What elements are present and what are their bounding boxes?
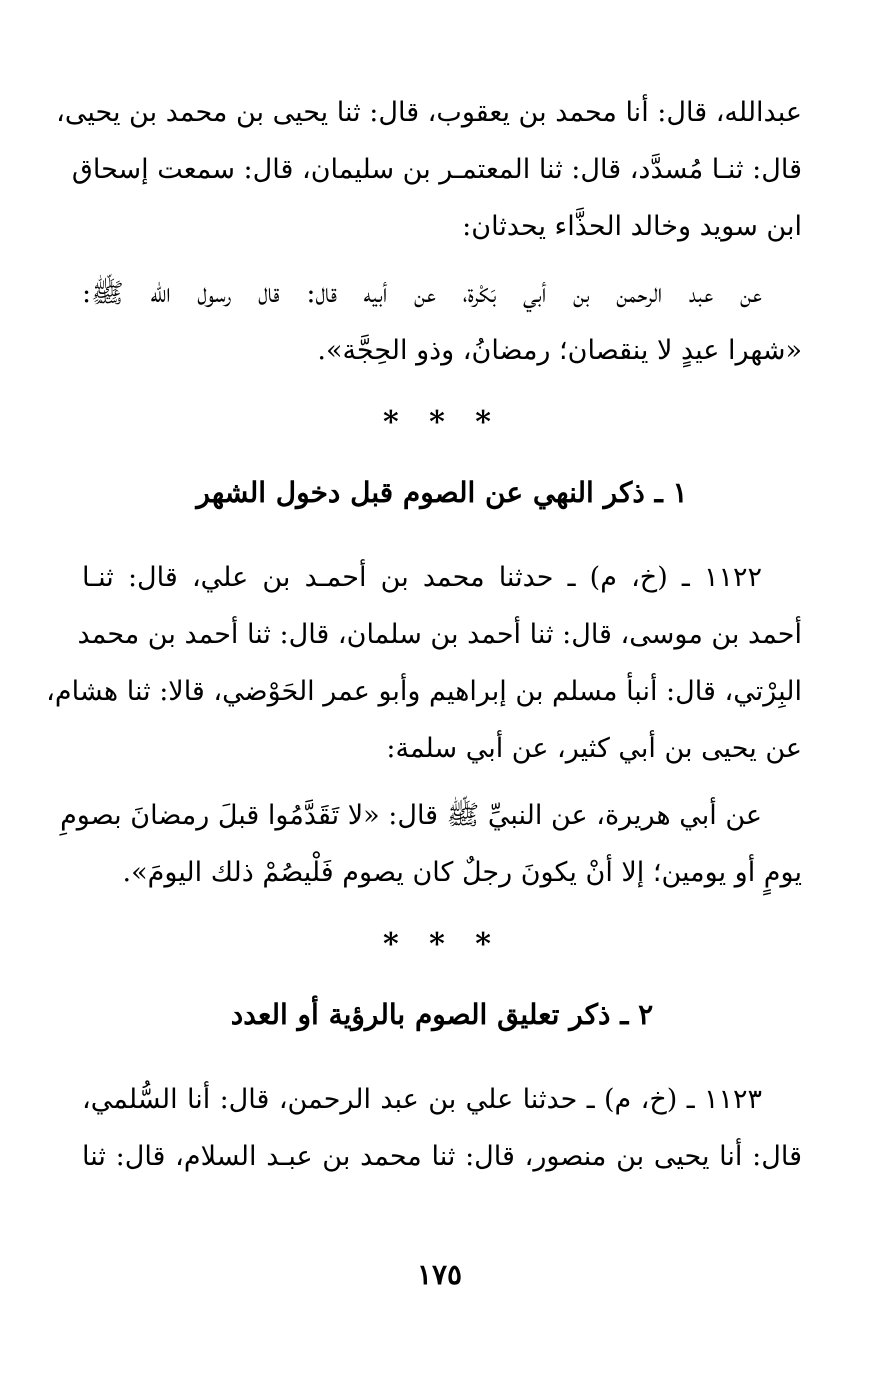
text-line: ١١٢٢ ـ (خ، م) ـ حدثنا محمد بن أحمـد بن علي، قال: ثنـا	[82, 562, 762, 593]
text-line: «شهرا عيدٍ لا ينقصان؛ رمضانُ، وذو الحِجَّة».	[317, 335, 802, 366]
paragraph-isnad-1122	[46, 549, 802, 777]
paragraph-hadith-1122	[60, 787, 802, 901]
book-page	[46, 84, 802, 1185]
page-number: ١٧٥	[416, 1258, 463, 1291]
paragraph-isnad-1123	[82, 1071, 802, 1185]
text-line: عن يحيى بن أبي كثير، عن أبي سلمة:	[386, 733, 802, 764]
text-line: عن عبد الرحمن بن أبي بَكْرة، عن أبيه قال: قال رسول الله ﷺ:	[82, 278, 762, 309]
text-line: عبدالله، قال: أنا محمد بن يعقوب، قال: ثنا يحيى بن محمد بن يحيى،	[56, 97, 802, 128]
text-line: البِرْتي، قال: أنبأ مسلم بن إبراهيم وأبو عمر الحَوْضي، قالا: ثنا هشام،	[46, 676, 802, 707]
section-heading-2: ٢ ـ ذكر تعليق الصوم بالرؤية أو العدد	[230, 998, 654, 1031]
section-heading-1: ١ ـ ذكر النهي عن الصوم قبل دخول الشهر	[196, 476, 688, 509]
text-line: يومٍ أو يومين؛ إلا أنْ يكونَ رجلٌ كان يصوم فَلْيصُمْ ذلك اليومَ».	[122, 857, 802, 888]
text-line: قال: ثنـا مُسدَّد، قال: ثنا المعتمـر بن سليمان، قال: سمعت إسحاق	[71, 154, 802, 185]
text-line: قال: أنا يحيى بن منصور، قال: ثنا محمد بن عبـد السلام، قال: ثنا	[82, 1141, 802, 1172]
text-line: ١١٢٣ ـ (خ، م) ـ حدثنا علي بن عبد الرحمن، قال: أنا السُّلمي،	[82, 1084, 762, 1115]
paragraph-hadith-1	[82, 265, 802, 379]
section-separator: * * *	[383, 405, 501, 440]
text-line: ابن سويد وخالد الحذَّاء يحدثان:	[462, 211, 802, 242]
text-line: عن أبي هريرة، عن النبيِّ ﷺ قال: «لا تَقَدَّمُوا قبلَ رمضانَ بصومِ	[60, 800, 762, 831]
paragraph-isnad-1	[56, 84, 802, 255]
section-separator: * * *	[383, 927, 501, 962]
text-line: أحمد بن موسى، قال: ثنا أحمد بن سلمان، قال: ثنا أحمد بن محمد	[77, 619, 802, 650]
